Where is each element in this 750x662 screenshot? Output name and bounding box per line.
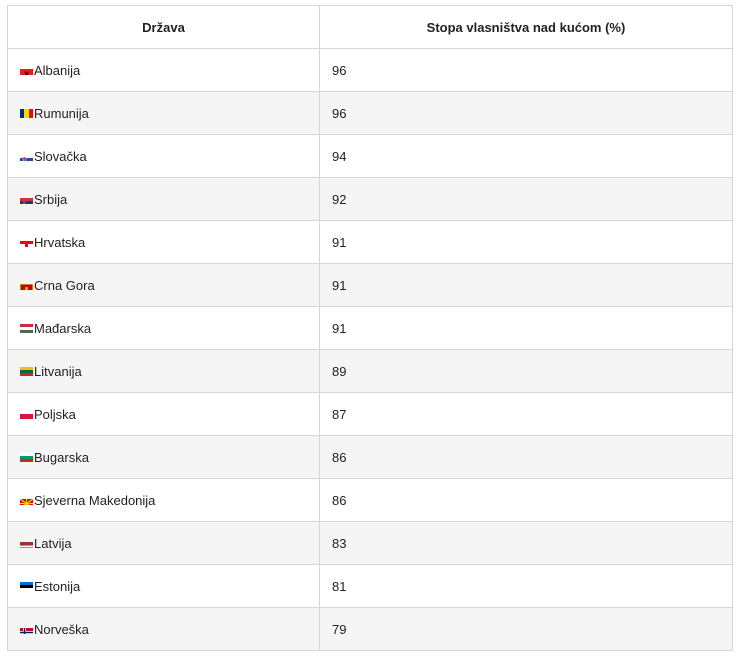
croatia-flag-icon: [20, 238, 33, 247]
hungary-flag-icon: [20, 324, 33, 333]
country-cell: [8, 479, 320, 522]
header-country: Država: [8, 6, 320, 49]
ownership-rate-cell: 96: [320, 49, 733, 92]
table-row: [8, 522, 733, 565]
table-row: [8, 479, 733, 522]
home-ownership-table: [7, 5, 733, 651]
country-cell: [8, 221, 320, 264]
country-cell: [8, 49, 320, 92]
ownership-rate-cell: 91: [320, 307, 733, 350]
country-name: Norveška: [34, 621, 89, 637]
country-name: Sjeverna Makedonija: [34, 492, 156, 508]
table-container: [7, 5, 732, 651]
country-cell: [8, 565, 320, 608]
montenegro-flag-icon: [20, 281, 33, 290]
ownership-rate-cell: 96: [320, 92, 733, 135]
ownership-rate-cell: 94: [320, 135, 733, 178]
country-cell: [8, 264, 320, 307]
slovakia-flag-icon: [20, 152, 33, 161]
latvia-flag-icon: [20, 539, 33, 548]
country-cell: [8, 522, 320, 565]
table-header-row: [8, 6, 733, 49]
table-row: [8, 350, 733, 393]
ownership-rate-cell: 91: [320, 264, 733, 307]
table-row: [8, 307, 733, 350]
lithuania-flag-icon: [20, 367, 33, 376]
country-name: Srbija: [34, 191, 68, 207]
ownership-rate-cell: 92: [320, 178, 733, 221]
country-name: Latvija: [34, 535, 72, 551]
country-cell: [8, 307, 320, 350]
ownership-rate-cell: 91: [320, 221, 733, 264]
bulgaria-flag-icon: [20, 453, 33, 462]
serbia-flag-icon: [20, 195, 33, 204]
country-name: Mađarska: [34, 320, 92, 336]
poland-flag-icon: [20, 410, 33, 419]
ownership-rate-cell: 87: [320, 393, 733, 436]
country-cell: [8, 436, 320, 479]
country-cell: [8, 178, 320, 221]
north-macedonia-flag-icon: [20, 496, 33, 505]
ownership-rate-cell: 81: [320, 565, 733, 608]
country-cell: [8, 393, 320, 436]
table-row: [8, 436, 733, 479]
country-name: Hrvatska: [34, 234, 86, 250]
table-row: [8, 608, 733, 651]
table-row: [8, 565, 733, 608]
estonia-flag-icon: [20, 582, 33, 591]
romania-flag-icon: [20, 109, 33, 118]
country-cell: [8, 92, 320, 135]
table-row: [8, 393, 733, 436]
ownership-rate-cell: 79: [320, 608, 733, 651]
ownership-rate-cell: 86: [320, 436, 733, 479]
ownership-rate-cell: 86: [320, 479, 733, 522]
country-name: Crna Gora: [34, 277, 95, 293]
country-name: Litvanija: [34, 363, 82, 379]
albania-flag-icon: [20, 66, 33, 75]
country-name: Poljska: [34, 406, 76, 422]
ownership-rate-cell: 89: [320, 350, 733, 393]
norway-flag-icon: [20, 625, 33, 634]
table-row: [8, 221, 733, 264]
table-row: [8, 264, 733, 307]
table-row: [8, 49, 733, 92]
table-row: [8, 178, 733, 221]
country-name: Slovačka: [34, 148, 87, 164]
country-cell: [8, 350, 320, 393]
table-row: [8, 135, 733, 178]
table-row: [8, 92, 733, 135]
country-name: Rumunija: [34, 105, 89, 121]
country-name: Estonija: [34, 578, 81, 594]
country-name: Bugarska: [34, 449, 89, 465]
country-name: Albanija: [34, 62, 81, 78]
country-cell: [8, 135, 320, 178]
country-cell: [8, 608, 320, 651]
header-rate: Stopa vlasništva nad kućom (%): [320, 6, 733, 49]
ownership-rate-cell: 83: [320, 522, 733, 565]
